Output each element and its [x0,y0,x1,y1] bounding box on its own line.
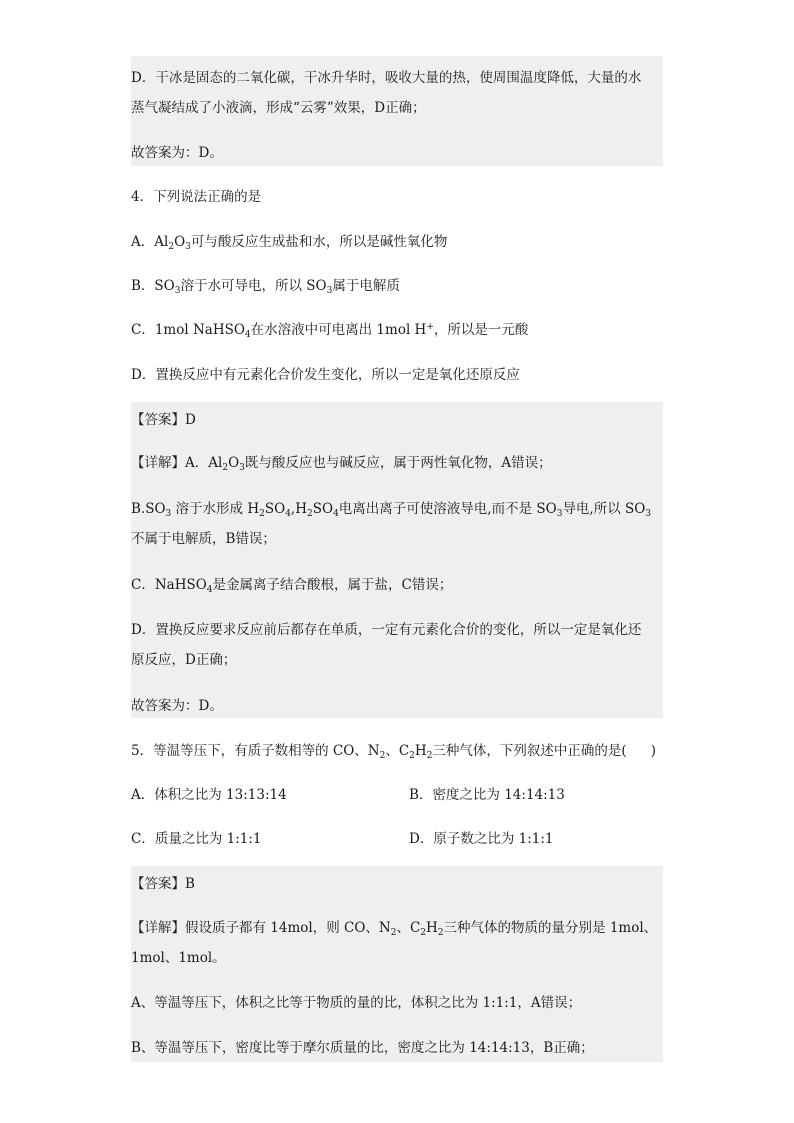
q4-explain-d-line2: 原反应，D正确； [131,652,237,668]
q3-option-d-line2: 蒸气凝结成了小液滴，形成“云雾”效果，D正确； [131,100,426,116]
q5-explain-a: A、等温等压下，体积之比等于物质的量的比，体积之比为 1:1:1，A错误； [131,995,582,1011]
q3-conclusion: 故答案为：D。 [131,145,223,161]
q4-explain-b-line2: 不属于电解质，B错误； [131,531,276,547]
q4-explain-c: C．NaHSO$_4$是金属离子结合酸根，属于盐，C错误； [131,577,453,595]
q4-explain-d-line1: D．置换反应要求反应前后都存在单质，一定有元素化合价的变化，所以一定是氧化还 [131,622,642,638]
q4-stem: 4．下列说法正确的是 [131,189,262,205]
q4-option-c: C．1mol NaHSO$_4$在水溶液中可电离出 1mol H+，所以是一元酸 [131,322,529,340]
q5-stem: 5．等温等压下，有质子数相等的 CO、$N_2$、$C_2H_2$三种气体，下列叙述中正确的是( ) [131,743,656,761]
q5-option-b: B．密度之比为 14:14:13 [409,787,565,803]
answer-block-q4 [131,402,663,718]
q4-answer: 【答案】D [131,412,196,428]
q4-conclusion: 故答案为：D。 [131,698,223,714]
q4-option-b: B．$SO_3$溶于水可导电，所以 $SO_3$属于电解质 [131,278,400,296]
q5-explain-line2: 1mol、1mol。 [131,950,226,966]
q5-option-d: D．原子数之比为 1:1:1 [409,831,554,847]
q5-explain-line1: 【详解】假设质子都有 14mol，则 CO、$N_2$、$C_2H_2$三种气体的物质的量分别是 1mol、 [131,920,658,938]
q3-option-d-line1: D．干冰是固态的二氧化碳，干冰升华时，吸收大量的热，使周围温度降低，大量的水 [131,70,642,86]
q5-answer: 【答案】B [131,876,195,892]
q5-explain-b: B、等温等压下，密度比等于摩尔质量的比，密度之比为 14:14:13，B正确； [131,1040,594,1056]
q4-option-a: A．$Al_2O_3$可与酸反应生成盐和水，所以是碱性氧化物 [131,234,448,252]
q5-option-a: A．体积之比为 13:13:14 [131,787,287,803]
q4-explain-a: 【详解】A．$Al_2O_3$既与酸反应也与碱反应，属于两性氧化物，A错误； [131,455,552,473]
q4-explain-b-line1: $B.SO_3$ 溶于水形成 $H_2SO_4,H_2SO_4$电离出离子可使溶液导电,而不是 $SO_3$导电,所以 $SO_3$ [131,501,652,519]
q5-option-c: C．质量之比为 1:1:1 [131,831,262,847]
q4-option-d: D．置换反应中有元素化合价发生变化，所以一定是氧化还原反应 [131,367,520,383]
